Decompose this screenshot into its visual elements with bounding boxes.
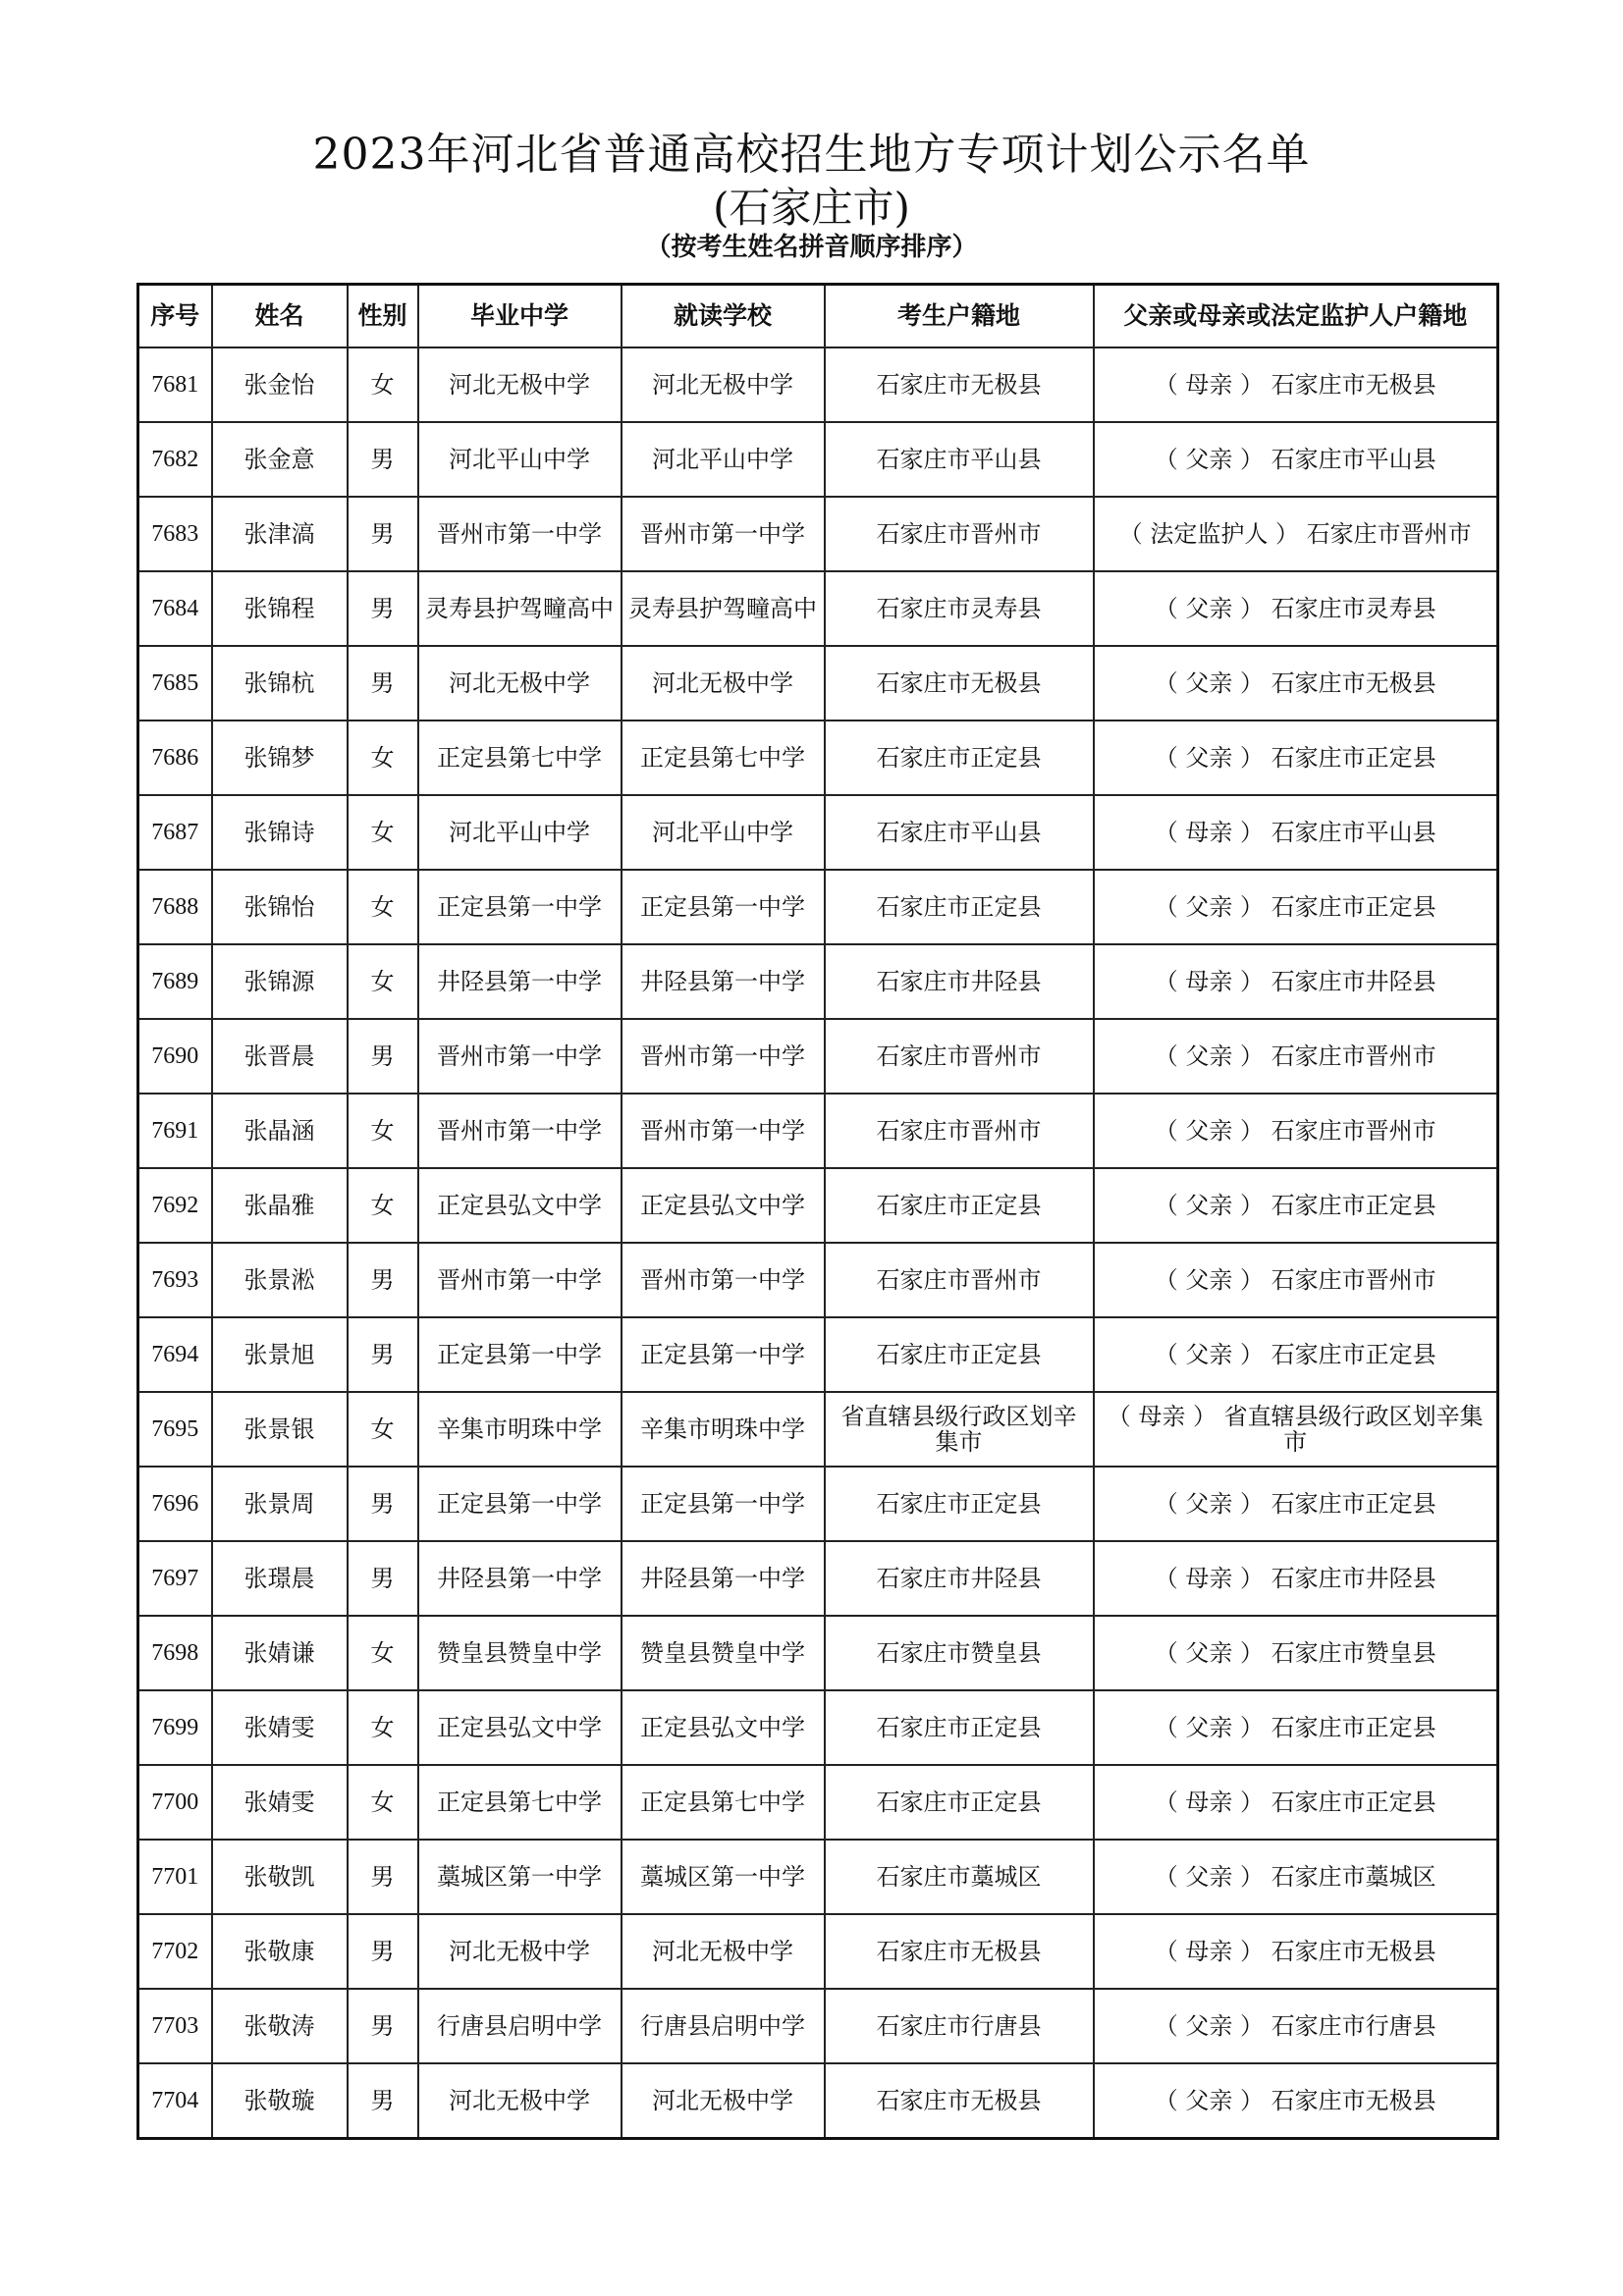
student-gender: 男 <box>348 1914 418 1989</box>
student-name: 张敬康 <box>212 1914 348 1989</box>
row-number: 7682 <box>138 422 212 497</box>
student-name: 张敬璇 <box>212 2063 348 2139</box>
attending-school: 正定县第一中学 <box>622 870 825 944</box>
row-number: 7700 <box>138 1765 212 1840</box>
row-number: 7702 <box>138 1914 212 1989</box>
row-number: 7683 <box>138 497 212 571</box>
table-row <box>138 1989 1498 2063</box>
graduated-school: 正定县第七中学 <box>418 721 622 795</box>
student-name: 张锦怡 <box>212 870 348 944</box>
table-row <box>138 1765 1498 1840</box>
student-gender: 男 <box>348 497 418 571</box>
attending-school: 晋州市第一中学 <box>622 1019 825 1094</box>
table-row <box>138 721 1498 795</box>
student-gender: 女 <box>348 870 418 944</box>
guardian-residence: （ 父亲 ） 石家庄市藁城区 <box>1094 1840 1498 1914</box>
student-name: 张锦程 <box>212 571 348 646</box>
row-number: 7686 <box>138 721 212 795</box>
student-residence: 石家庄市行唐县 <box>825 1989 1094 2063</box>
graduated-school: 晋州市第一中学 <box>418 1094 622 1168</box>
student-residence: 石家庄市正定县 <box>825 1168 1094 1243</box>
student-residence: 石家庄市平山县 <box>825 422 1094 497</box>
student-name: 张锦梦 <box>212 721 348 795</box>
table-row <box>138 1094 1498 1168</box>
graduated-school: 晋州市第一中学 <box>418 1019 622 1094</box>
graduated-school: 灵寿县护驾疃高中 <box>418 571 622 646</box>
student-residence: 石家庄市无极县 <box>825 347 1094 422</box>
header-no: 序号 <box>138 285 212 348</box>
graduated-school: 行唐县启明中学 <box>418 1989 622 2063</box>
student-name: 张津滈 <box>212 497 348 571</box>
student-residence: 省直辖县级行政区划辛集市 <box>825 1392 1094 1467</box>
table-row <box>138 1541 1498 1616</box>
attending-school: 井陉县第一中学 <box>622 1541 825 1616</box>
student-gender: 女 <box>348 1392 418 1467</box>
guardian-residence: （ 父亲 ） 石家庄市灵寿县 <box>1094 571 1498 646</box>
student-name: 张婧雯 <box>212 1765 348 1840</box>
guardian-residence: （ 母亲 ） 省直辖县级行政区划辛集市 <box>1094 1392 1498 1467</box>
graduated-school: 井陉县第一中学 <box>418 1541 622 1616</box>
attending-school: 行唐县启明中学 <box>622 1989 825 2063</box>
student-gender: 男 <box>348 1541 418 1616</box>
graduated-school: 河北无极中学 <box>418 2063 622 2139</box>
student-name: 张金意 <box>212 422 348 497</box>
student-residence: 石家庄市晋州市 <box>825 1094 1094 1168</box>
table-body <box>138 347 1498 2139</box>
row-number: 7687 <box>138 795 212 870</box>
student-gender: 男 <box>348 422 418 497</box>
table-row <box>138 1392 1498 1467</box>
header-name: 姓名 <box>212 285 348 348</box>
attending-school: 晋州市第一中学 <box>622 1243 825 1317</box>
graduated-school: 藁城区第一中学 <box>418 1840 622 1914</box>
table-row <box>138 2063 1498 2139</box>
attending-school: 正定县弘文中学 <box>622 1168 825 1243</box>
page-title: 2023年河北省普通高校招生地方专项计划公示名单 <box>312 130 1311 180</box>
student-residence: 石家庄市正定县 <box>825 1765 1094 1840</box>
table-row <box>138 571 1498 646</box>
graduated-school: 河北无极中学 <box>418 1914 622 1989</box>
table-row <box>138 1690 1498 1765</box>
graduated-school: 辛集市明珠中学 <box>418 1392 622 1467</box>
table-row <box>138 944 1498 1019</box>
table-row <box>138 1317 1498 1392</box>
roster-table <box>136 283 1499 2140</box>
student-residence: 石家庄市正定县 <box>825 1317 1094 1392</box>
row-number: 7685 <box>138 646 212 721</box>
student-residence: 石家庄市无极县 <box>825 646 1094 721</box>
header-gender: 性别 <box>348 285 418 348</box>
student-gender: 女 <box>348 1094 418 1168</box>
row-number: 7701 <box>138 1840 212 1914</box>
graduated-school: 正定县第一中学 <box>418 1317 622 1392</box>
student-name: 张金怡 <box>212 347 348 422</box>
student-residence: 石家庄市井陉县 <box>825 944 1094 1019</box>
student-name: 张锦杭 <box>212 646 348 721</box>
row-number: 7697 <box>138 1541 212 1616</box>
student-gender: 男 <box>348 1467 418 1541</box>
attending-school: 河北平山中学 <box>622 795 825 870</box>
student-gender: 男 <box>348 1989 418 2063</box>
attending-school: 河北无极中学 <box>622 2063 825 2139</box>
graduated-school: 正定县第一中学 <box>418 1467 622 1541</box>
student-gender: 男 <box>348 1840 418 1914</box>
row-number: 7703 <box>138 1989 212 2063</box>
guardian-residence: （ 母亲 ） 石家庄市平山县 <box>1094 795 1498 870</box>
attending-school: 正定县第七中学 <box>622 1765 825 1840</box>
guardian-residence: （ 父亲 ） 石家庄市正定县 <box>1094 1168 1498 1243</box>
guardian-residence: （ 法定监护人 ） 石家庄市晋州市 <box>1094 497 1498 571</box>
attending-school: 正定县第一中学 <box>622 1317 825 1392</box>
guardian-residence: （ 父亲 ） 石家庄市正定县 <box>1094 870 1498 944</box>
row-number: 7689 <box>138 944 212 1019</box>
table-row <box>138 347 1498 422</box>
graduated-school: 河北平山中学 <box>418 422 622 497</box>
attending-school: 河北平山中学 <box>622 422 825 497</box>
student-gender: 男 <box>348 646 418 721</box>
guardian-residence: （ 父亲 ） 石家庄市晋州市 <box>1094 1019 1498 1094</box>
table-row <box>138 1467 1498 1541</box>
page-subtitle: (石家庄市) <box>713 184 910 232</box>
table-header <box>138 285 1498 348</box>
header-row <box>138 285 1498 348</box>
student-gender: 女 <box>348 1690 418 1765</box>
row-number: 7698 <box>138 1616 212 1690</box>
guardian-residence: （ 母亲 ） 石家庄市无极县 <box>1094 1914 1498 1989</box>
attending-school: 正定县第七中学 <box>622 721 825 795</box>
guardian-residence: （ 母亲 ） 石家庄市井陉县 <box>1094 1541 1498 1616</box>
attending-school: 河北无极中学 <box>622 1914 825 1989</box>
table-row <box>138 1019 1498 1094</box>
student-name: 张婧雯 <box>212 1690 348 1765</box>
guardian-residence: （ 父亲 ） 石家庄市赞皇县 <box>1094 1616 1498 1690</box>
table-row <box>138 422 1498 497</box>
row-number: 7699 <box>138 1690 212 1765</box>
student-gender: 女 <box>348 721 418 795</box>
student-gender: 女 <box>348 944 418 1019</box>
student-residence: 石家庄市正定县 <box>825 1690 1094 1765</box>
attending-school: 晋州市第一中学 <box>622 497 825 571</box>
student-gender: 男 <box>348 2063 418 2139</box>
guardian-residence: （ 父亲 ） 石家庄市正定县 <box>1094 721 1498 795</box>
graduated-school: 正定县第七中学 <box>418 1765 622 1840</box>
student-residence: 石家庄市平山县 <box>825 795 1094 870</box>
student-residence: 石家庄市无极县 <box>825 2063 1094 2139</box>
guardian-residence: （ 父亲 ） 石家庄市正定县 <box>1094 1690 1498 1765</box>
header-residence: 考生户籍地 <box>825 285 1094 348</box>
guardian-residence: （ 父亲 ） 石家庄市行唐县 <box>1094 1989 1498 2063</box>
attending-school: 正定县第一中学 <box>622 1467 825 1541</box>
student-residence: 石家庄市藁城区 <box>825 1840 1094 1914</box>
table-row <box>138 1840 1498 1914</box>
guardian-residence: （ 父亲 ） 石家庄市晋州市 <box>1094 1094 1498 1168</box>
guardian-residence: （ 父亲 ） 石家庄市无极县 <box>1094 2063 1498 2139</box>
attending-school: 河北无极中学 <box>622 347 825 422</box>
row-number: 7704 <box>138 2063 212 2139</box>
student-name: 张晶涵 <box>212 1094 348 1168</box>
guardian-residence: （ 父亲 ） 石家庄市正定县 <box>1094 1317 1498 1392</box>
student-gender: 男 <box>348 571 418 646</box>
student-residence: 石家庄市赞皇县 <box>825 1616 1094 1690</box>
student-residence: 石家庄市灵寿县 <box>825 571 1094 646</box>
table-row <box>138 1914 1498 1989</box>
attending-school: 正定县弘文中学 <box>622 1690 825 1765</box>
student-name: 张景淞 <box>212 1243 348 1317</box>
graduated-school: 正定县弘文中学 <box>418 1168 622 1243</box>
header-guardian-residence: 父亲或母亲或法定监护人户籍地 <box>1094 285 1498 348</box>
table-row <box>138 497 1498 571</box>
attending-school: 灵寿县护驾疃高中 <box>622 571 825 646</box>
guardian-residence: （ 母亲 ） 石家庄市正定县 <box>1094 1765 1498 1840</box>
row-number: 7688 <box>138 870 212 944</box>
header-attending-school: 就读学校 <box>622 285 825 348</box>
student-gender: 女 <box>348 1616 418 1690</box>
attending-school: 晋州市第一中学 <box>622 1094 825 1168</box>
student-name: 张敬涛 <box>212 1989 348 2063</box>
row-number: 7690 <box>138 1019 212 1094</box>
student-gender: 男 <box>348 1317 418 1392</box>
attending-school: 赞皇县赞皇中学 <box>622 1616 825 1690</box>
graduated-school: 河北无极中学 <box>418 347 622 422</box>
graduated-school: 正定县第一中学 <box>418 870 622 944</box>
guardian-residence: （ 父亲 ） 石家庄市无极县 <box>1094 646 1498 721</box>
student-gender: 男 <box>348 1243 418 1317</box>
attending-school: 河北无极中学 <box>622 646 825 721</box>
attending-school: 井陉县第一中学 <box>622 944 825 1019</box>
row-number: 7681 <box>138 347 212 422</box>
student-gender: 女 <box>348 1168 418 1243</box>
row-number: 7693 <box>138 1243 212 1317</box>
graduated-school: 晋州市第一中学 <box>418 1243 622 1317</box>
student-name: 张景周 <box>212 1467 348 1541</box>
student-name: 张婧谦 <box>212 1616 348 1690</box>
graduated-school: 井陉县第一中学 <box>418 944 622 1019</box>
table-row <box>138 1616 1498 1690</box>
student-name: 张晶雅 <box>212 1168 348 1243</box>
table-row <box>138 870 1498 944</box>
student-residence: 石家庄市无极县 <box>825 1914 1094 1989</box>
table-row <box>138 646 1498 721</box>
table-row <box>138 1243 1498 1317</box>
graduated-school: 正定县弘文中学 <box>418 1690 622 1765</box>
student-residence: 石家庄市正定县 <box>825 1467 1094 1541</box>
graduated-school: 河北无极中学 <box>418 646 622 721</box>
row-number: 7684 <box>138 571 212 646</box>
attending-school: 藁城区第一中学 <box>622 1840 825 1914</box>
student-gender: 女 <box>348 347 418 422</box>
row-number: 7696 <box>138 1467 212 1541</box>
guardian-residence: （ 母亲 ） 石家庄市无极县 <box>1094 347 1498 422</box>
guardian-residence: （ 父亲 ） 石家庄市晋州市 <box>1094 1243 1498 1317</box>
student-name: 张景旭 <box>212 1317 348 1392</box>
graduated-school: 河北平山中学 <box>418 795 622 870</box>
student-gender: 男 <box>348 1019 418 1094</box>
student-name: 张晋晨 <box>212 1019 348 1094</box>
table-row <box>138 1168 1498 1243</box>
student-name: 张璟晨 <box>212 1541 348 1616</box>
student-name: 张锦诗 <box>212 795 348 870</box>
row-number: 7695 <box>138 1392 212 1467</box>
guardian-residence: （ 父亲 ） 石家庄市正定县 <box>1094 1467 1498 1541</box>
student-residence: 石家庄市正定县 <box>825 870 1094 944</box>
row-number: 7694 <box>138 1317 212 1392</box>
row-number: 7691 <box>138 1094 212 1168</box>
guardian-residence: （ 父亲 ） 石家庄市平山县 <box>1094 422 1498 497</box>
row-number: 7692 <box>138 1168 212 1243</box>
student-gender: 女 <box>348 795 418 870</box>
student-residence: 石家庄市井陉县 <box>825 1541 1094 1616</box>
student-name: 张景银 <box>212 1392 348 1467</box>
table-row <box>138 795 1498 870</box>
header-graduated-school: 毕业中学 <box>418 285 622 348</box>
student-residence: 石家庄市正定县 <box>825 721 1094 795</box>
student-gender: 女 <box>348 1765 418 1840</box>
graduated-school: 赞皇县赞皇中学 <box>418 1616 622 1690</box>
sort-note: （按考生姓名拼音顺序排序） <box>645 233 978 262</box>
student-name: 张锦源 <box>212 944 348 1019</box>
guardian-residence: （ 母亲 ） 石家庄市井陉县 <box>1094 944 1498 1019</box>
graduated-school: 晋州市第一中学 <box>418 497 622 571</box>
student-name: 张敬凯 <box>212 1840 348 1914</box>
student-residence: 石家庄市晋州市 <box>825 497 1094 571</box>
student-residence: 石家庄市晋州市 <box>825 1243 1094 1317</box>
attending-school: 辛集市明珠中学 <box>622 1392 825 1467</box>
student-residence: 石家庄市晋州市 <box>825 1019 1094 1094</box>
